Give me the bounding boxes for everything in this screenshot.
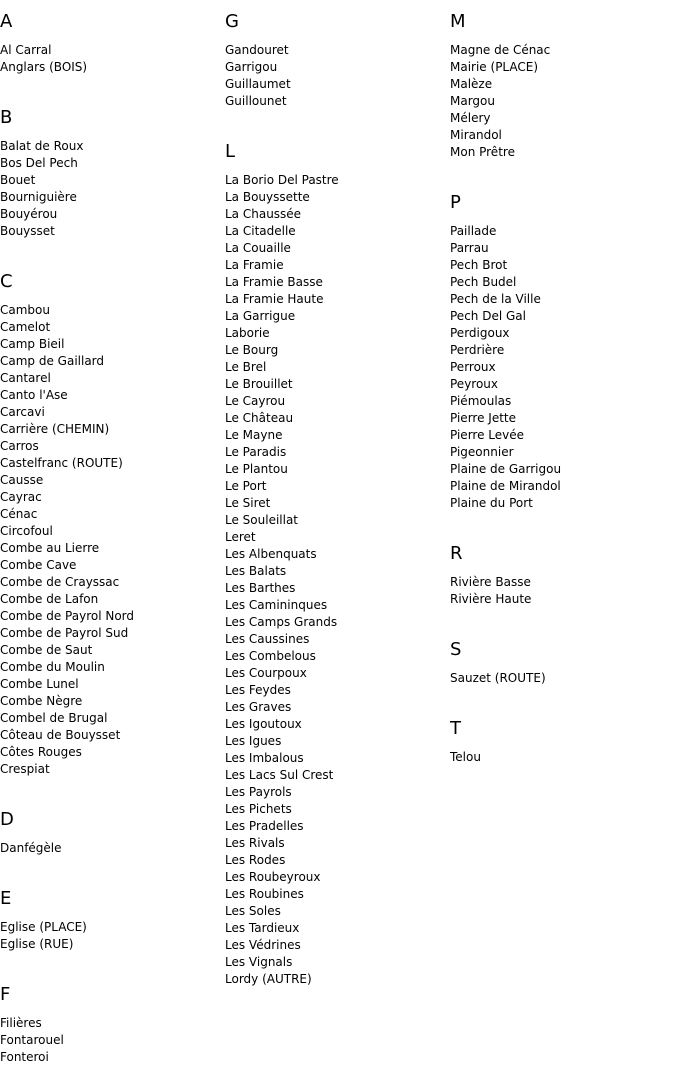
street-list bbox=[0, 42, 225, 76]
street-link-les-vignals[interactable]: Les Vignals bbox=[225, 955, 293, 969]
street-link-laborie[interactable]: Laborie bbox=[225, 326, 270, 340]
street-link-combe-de-payrol-nord[interactable]: Combe de Payrol Nord bbox=[0, 609, 135, 623]
street-link-le-siret[interactable]: Le Siret bbox=[225, 496, 271, 510]
street-link-combe-de-lafon[interactable]: Combe de Lafon bbox=[0, 592, 99, 606]
street-link-les-lacs-sul-crest[interactable]: Les Lacs Sul Crest bbox=[225, 768, 334, 782]
street-list bbox=[450, 574, 675, 608]
street-link-eglise-place[interactable]: Eglise (PLACE) bbox=[0, 920, 87, 934]
street-list bbox=[450, 670, 675, 687]
street-link-camp-de-gaillard[interactable]: Camp de Gaillard bbox=[0, 354, 105, 368]
letter-heading: E bbox=[0, 888, 12, 909]
street-link-bouysset[interactable]: Bouysset bbox=[0, 224, 55, 238]
letter-group-f bbox=[0, 973, 225, 1066]
street-link-pierre-levee[interactable]: Pierre Levée bbox=[450, 428, 525, 442]
street-link-plaine-de-mirandol[interactable]: Plaine de Mirandol bbox=[450, 479, 561, 493]
street-link-le-souleillat[interactable]: Le Souleillat bbox=[225, 513, 299, 527]
street-link-bourniguiere[interactable]: Bourniguière bbox=[0, 190, 77, 204]
letter-group-d bbox=[0, 798, 225, 857]
street-link-les-rivals[interactable]: Les Rivals bbox=[225, 836, 285, 850]
street-link-piemoulas[interactable]: Piémoulas bbox=[450, 394, 512, 408]
street-link-combe-de-payrol-sud[interactable]: Combe de Payrol Sud bbox=[0, 626, 129, 640]
street-link-cenac[interactable]: Cénac bbox=[0, 507, 38, 521]
letter-heading: G bbox=[225, 11, 239, 32]
street-link-pierre-jette[interactable]: Pierre Jette bbox=[450, 411, 516, 425]
street-link-les-caussines[interactable]: Les Caussines bbox=[225, 632, 310, 646]
street-link-le-plantou[interactable]: Le Plantou bbox=[225, 462, 288, 476]
street-list bbox=[225, 172, 450, 988]
street-link-les-imbalous[interactable]: Les Imbalous bbox=[225, 751, 304, 765]
street-link-telou[interactable]: Telou bbox=[450, 750, 481, 764]
street-link-les-soles[interactable]: Les Soles bbox=[225, 904, 281, 918]
street-link-camp-bieil[interactable]: Camp Bieil bbox=[0, 337, 65, 351]
index-column-2 bbox=[225, 0, 450, 1008]
street-link-les-barthes[interactable]: Les Barthes bbox=[225, 581, 296, 595]
street-link-la-chaussee[interactable]: La Chaussée bbox=[225, 207, 302, 221]
letter-group-a bbox=[0, 0, 225, 76]
street-link-lordy-autre[interactable]: Lordy (AUTRE) bbox=[225, 972, 312, 986]
letter-group-e bbox=[0, 877, 225, 953]
street-link-cantarel[interactable]: Cantarel bbox=[0, 371, 51, 385]
letter-group-p bbox=[450, 181, 675, 512]
street-link-combe-de-crayssac[interactable]: Combe de Crayssac bbox=[0, 575, 120, 589]
street-link-la-framie-haute[interactable]: La Framie Haute bbox=[225, 292, 324, 306]
street-link-riviere-basse[interactable]: Rivière Basse bbox=[450, 575, 531, 589]
street-link-la-couaille[interactable]: La Couaille bbox=[225, 241, 291, 255]
street-link-pech-budel[interactable]: Pech Budel bbox=[450, 275, 517, 289]
letter-group-b bbox=[0, 96, 225, 240]
letter-group-m bbox=[450, 0, 675, 161]
street-link-canto-l-ase[interactable]: Canto l'Ase bbox=[0, 388, 68, 402]
letter-group-g bbox=[225, 0, 450, 110]
street-link-combe-negre[interactable]: Combe Nègre bbox=[0, 694, 83, 708]
street-link-la-bouyssette[interactable]: La Bouyssette bbox=[225, 190, 310, 204]
letter-group-r bbox=[450, 532, 675, 608]
street-list bbox=[0, 302, 225, 778]
street-list bbox=[0, 1015, 225, 1066]
street-link-les-roubines[interactable]: Les Roubines bbox=[225, 887, 304, 901]
street-link-le-port[interactable]: Le Port bbox=[225, 479, 267, 493]
street-link-garrigou[interactable]: Garrigou bbox=[225, 60, 278, 74]
street-link-causse[interactable]: Causse bbox=[0, 473, 44, 487]
street-link-les-albenquats[interactable]: Les Albenquats bbox=[225, 547, 317, 561]
street-link-combe-lunel[interactable]: Combe Lunel bbox=[0, 677, 79, 691]
letter-heading: C bbox=[0, 271, 13, 292]
letter-heading: R bbox=[450, 543, 463, 564]
street-link-bouyerou[interactable]: Bouyérou bbox=[0, 207, 58, 221]
street-link-les-rodes[interactable]: Les Rodes bbox=[225, 853, 286, 867]
street-link-sauzet-route[interactable]: Sauzet (ROUTE) bbox=[450, 671, 546, 685]
letter-group-s bbox=[450, 628, 675, 687]
street-list bbox=[0, 840, 225, 857]
street-link-la-framie[interactable]: La Framie bbox=[225, 258, 284, 272]
street-link-riviere-haute[interactable]: Rivière Haute bbox=[450, 592, 532, 606]
street-link-les-balats[interactable]: Les Balats bbox=[225, 564, 287, 578]
street-link-les-graves[interactable]: Les Graves bbox=[225, 700, 292, 714]
street-link-bos-del-pech[interactable]: Bos Del Pech bbox=[0, 156, 78, 170]
street-link-les-pichets[interactable]: Les Pichets bbox=[225, 802, 292, 816]
street-link-paillade[interactable]: Paillade bbox=[450, 224, 497, 238]
letter-heading: D bbox=[0, 809, 14, 830]
street-link-perroux[interactable]: Perroux bbox=[450, 360, 496, 374]
street-link-plaine-de-garrigou[interactable]: Plaine de Garrigou bbox=[450, 462, 562, 476]
street-link-combe-cave[interactable]: Combe Cave bbox=[0, 558, 77, 572]
street-link-les-camininques[interactable]: Les Camininques bbox=[225, 598, 328, 612]
street-link-coteau-de-bouysset[interactable]: Côteau de Bouysset bbox=[0, 728, 121, 742]
letter-heading: B bbox=[0, 107, 13, 128]
street-link-pigeonnier[interactable]: Pigeonnier bbox=[450, 445, 514, 459]
street-link-mon-pretre[interactable]: Mon Prêtre bbox=[450, 145, 515, 159]
street-link-les-roubeyroux[interactable]: Les Roubeyroux bbox=[225, 870, 321, 884]
street-link-maleze[interactable]: Malèze bbox=[450, 77, 493, 91]
letter-heading: F bbox=[0, 984, 11, 1005]
street-link-guillounet[interactable]: Guillounet bbox=[225, 94, 287, 108]
street-link-crespiat[interactable]: Crespiat bbox=[0, 762, 50, 776]
street-link-bouet[interactable]: Bouet bbox=[0, 173, 36, 187]
street-link-la-framie-basse[interactable]: La Framie Basse bbox=[225, 275, 323, 289]
street-link-circofoul[interactable]: Circofoul bbox=[0, 524, 53, 538]
street-link-pech-del-gal[interactable]: Pech Del Gal bbox=[450, 309, 526, 323]
street-link-le-chateau[interactable]: Le Château bbox=[225, 411, 294, 425]
street-link-eglise-rue[interactable]: Eglise (RUE) bbox=[0, 937, 74, 951]
street-link-al-carral[interactable]: Al Carral bbox=[0, 43, 52, 57]
letter-group-c bbox=[0, 260, 225, 778]
street-list bbox=[225, 42, 450, 110]
street-link-carriere-chemin[interactable]: Carrière (CHEMIN) bbox=[0, 422, 110, 436]
street-link-cayrac[interactable]: Cayrac bbox=[0, 490, 42, 504]
street-list bbox=[0, 138, 225, 240]
letter-group-l bbox=[225, 130, 450, 988]
street-link-combe-de-saut[interactable]: Combe de Saut bbox=[0, 643, 93, 657]
street-link-les-combelous[interactable]: Les Combelous bbox=[225, 649, 316, 663]
street-link-pech-brot[interactable]: Pech Brot bbox=[450, 258, 508, 272]
street-link-les-camps-grands[interactable]: Les Camps Grands bbox=[225, 615, 338, 629]
street-link-les-vedrines[interactable]: Les Védrines bbox=[225, 938, 301, 952]
street-link-le-brouillet[interactable]: Le Brouillet bbox=[225, 377, 293, 391]
street-link-combe-du-moulin[interactable]: Combe du Moulin bbox=[0, 660, 105, 674]
street-link-gandouret[interactable]: Gandouret bbox=[225, 43, 289, 57]
street-link-danfegele[interactable]: Danfégèle bbox=[0, 841, 62, 855]
letter-heading: S bbox=[450, 639, 462, 660]
street-link-la-citadelle[interactable]: La Citadelle bbox=[225, 224, 296, 238]
street-link-les-tardieux[interactable]: Les Tardieux bbox=[225, 921, 300, 935]
street-link-les-courpoux[interactable]: Les Courpoux bbox=[225, 666, 307, 680]
street-link-fonteroi[interactable]: Fonteroi bbox=[0, 1050, 49, 1064]
street-link-perdriere[interactable]: Perdrière bbox=[450, 343, 505, 357]
street-list bbox=[450, 42, 675, 161]
street-link-plaine-du-port[interactable]: Plaine du Port bbox=[450, 496, 533, 510]
street-link-pech-de-la-ville[interactable]: Pech de la Ville bbox=[450, 292, 541, 306]
street-link-combe-au-lierre[interactable]: Combe au Lierre bbox=[0, 541, 100, 555]
index-column-1 bbox=[0, 0, 225, 1086]
street-link-anglars-bois[interactable]: Anglars (BOIS) bbox=[0, 60, 88, 74]
street-link-mirandol[interactable]: Mirandol bbox=[450, 128, 502, 142]
street-list bbox=[450, 223, 675, 512]
street-link-balat-de-roux[interactable]: Balat de Roux bbox=[0, 139, 84, 153]
street-link-la-garrigue[interactable]: La Garrigue bbox=[225, 309, 296, 323]
street-link-camelot[interactable]: Camelot bbox=[0, 320, 51, 334]
street-link-mairie-place[interactable]: Mairie (PLACE) bbox=[450, 60, 539, 74]
letter-heading: P bbox=[450, 192, 461, 213]
street-link-cotes-rouges[interactable]: Côtes Rouges bbox=[0, 745, 82, 759]
street-link-castelfranc-route[interactable]: Castelfranc (ROUTE) bbox=[0, 456, 123, 470]
street-link-le-mayne[interactable]: Le Mayne bbox=[225, 428, 283, 442]
street-link-la-borio-del-pastre[interactable]: La Borio Del Pastre bbox=[225, 173, 339, 187]
street-link-leret[interactable]: Leret bbox=[225, 530, 256, 544]
street-link-filieres[interactable]: Filières bbox=[0, 1016, 42, 1030]
letter-heading: A bbox=[0, 11, 13, 32]
street-link-les-feydes[interactable]: Les Feydes bbox=[225, 683, 291, 697]
street-link-combel-de-brugal[interactable]: Combel de Brugal bbox=[0, 711, 108, 725]
street-link-le-paradis[interactable]: Le Paradis bbox=[225, 445, 287, 459]
letter-heading: L bbox=[225, 141, 236, 162]
street-link-les-payrols[interactable]: Les Payrols bbox=[225, 785, 292, 799]
street-list bbox=[450, 749, 675, 766]
street-link-les-igues[interactable]: Les Igues bbox=[225, 734, 282, 748]
street-link-fontarouel[interactable]: Fontarouel bbox=[0, 1033, 64, 1047]
street-link-le-bourg[interactable]: Le Bourg bbox=[225, 343, 279, 357]
street-link-le-brel[interactable]: Le Brel bbox=[225, 360, 267, 374]
street-link-carcavi[interactable]: Carcavi bbox=[0, 405, 45, 419]
street-link-melery[interactable]: Mélery bbox=[450, 111, 491, 125]
street-link-carros[interactable]: Carros bbox=[0, 439, 39, 453]
street-link-cambou[interactable]: Cambou bbox=[0, 303, 50, 317]
street-list bbox=[0, 919, 225, 953]
street-link-le-cayrou[interactable]: Le Cayrou bbox=[225, 394, 286, 408]
letter-heading: M bbox=[450, 11, 466, 32]
street-link-parrau[interactable]: Parrau bbox=[450, 241, 489, 255]
letter-heading: T bbox=[450, 718, 461, 739]
street-link-perdigoux[interactable]: Perdigoux bbox=[450, 326, 510, 340]
letter-group-t bbox=[450, 707, 675, 766]
street-link-magne-de-cenac[interactable]: Magne de Cénac bbox=[450, 43, 551, 57]
index-column-3 bbox=[450, 0, 675, 786]
street-link-margou[interactable]: Margou bbox=[450, 94, 495, 108]
street-link-les-igoutoux[interactable]: Les Igoutoux bbox=[225, 717, 302, 731]
street-link-guillaumet[interactable]: Guillaumet bbox=[225, 77, 291, 91]
street-link-peyroux[interactable]: Peyroux bbox=[450, 377, 499, 391]
street-link-les-pradelles[interactable]: Les Pradelles bbox=[225, 819, 304, 833]
